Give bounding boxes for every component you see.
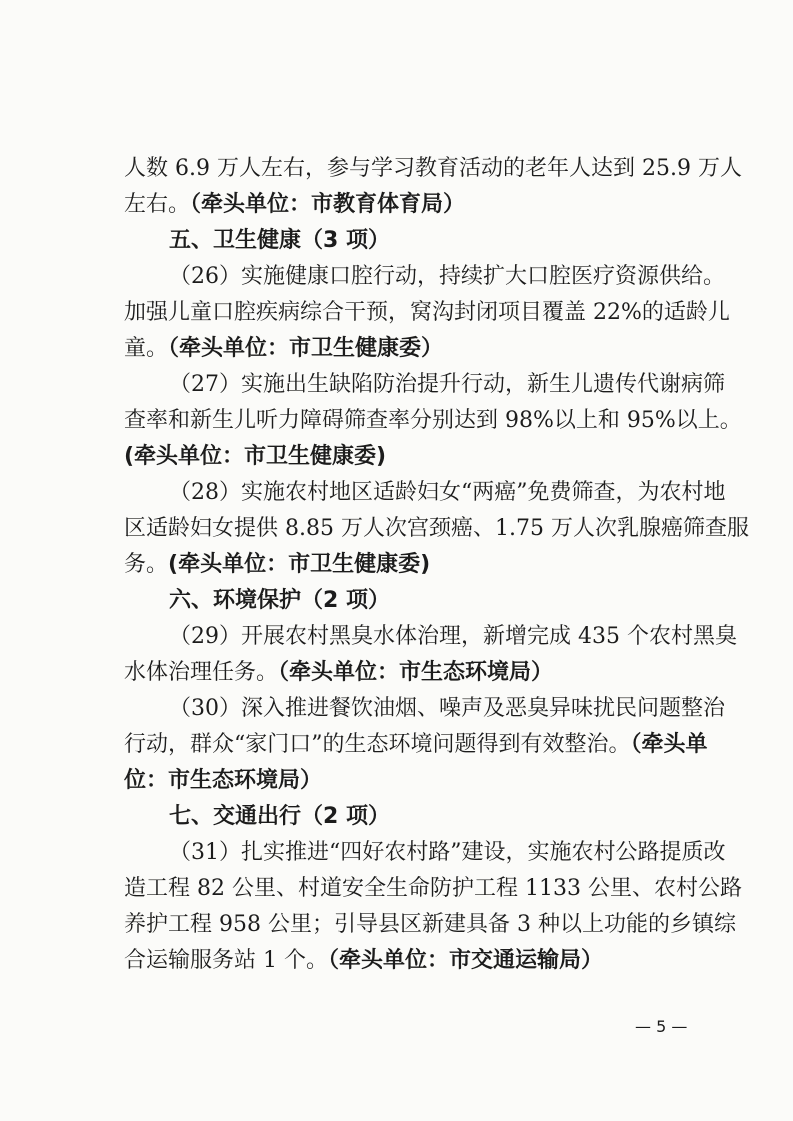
text-line: 区适龄妇女提供 8.85 万人次宫颈癌、1.75 万人次乳腺癌筛查服	[124, 516, 749, 541]
text-line: 造工程 82 公里、村道安全生命防护工程 1133 公里、农村公路	[124, 876, 742, 901]
text-line: 务。(牵头单位：市卫生健康委)	[124, 552, 431, 577]
text-line: （29）开展农村黑臭水体治理，新增完成 435 个农村黑臭	[169, 624, 737, 649]
text-line: 查率和新生儿听力障碍筛查率分别达到 98%以上和 95%以上。	[124, 408, 742, 433]
section-heading: 六、环境保护（2 项）	[169, 588, 390, 613]
page-number: — 5 —	[635, 1017, 688, 1036]
text-line: （28）实施农村地区适龄妇女“两癌”免费筛查，为农村地	[169, 480, 726, 505]
text-line: 水体治理任务。（牵头单位：市生态环境局）	[124, 660, 554, 685]
text-line: 童。（牵头单位：市卫生健康委）	[124, 336, 444, 361]
text-line: 位：市生态环境局）	[124, 768, 323, 793]
section-heading: 五、卫生健康（3 项）	[169, 228, 390, 253]
text-line: 行动，群众“家门口”的生态环境问题得到有效整治。（牵头单	[124, 732, 708, 757]
text-line: 人数 6.9 万人左右，参与学习教育活动的老年人达到 25.9 万人	[124, 156, 742, 181]
section-heading: 七、交通出行（2 项）	[169, 804, 390, 829]
text-line: （30）深入推进餐饮油烟、噪声及恶臭异味扰民问题整治	[169, 696, 725, 721]
text-line: （27）实施出生缺陷防治提升行动，新生儿遗传代谢病筛	[169, 372, 725, 397]
text-line: 合运输服务站 1 个。（牵头单位：市交通运输局）	[124, 948, 603, 973]
text-line: (牵头单位：市卫生健康委)	[124, 444, 387, 469]
text-line: 加强儿童口腔疾病综合干预，窝沟封闭项目覆盖 22%的适龄儿	[124, 300, 730, 325]
text-line: （26）实施健康口腔行动，持续扩大口腔医疗资源供给。	[169, 264, 725, 289]
text-line: （31）扎实推进“四好农村路”建设，实施农村公路提质改	[169, 840, 726, 865]
text-line: 养护工程 958 公里；引导县区新建具备 3 种以上功能的乡镇综	[124, 912, 736, 937]
text-line: 左右。（牵头单位：市教育体育局）	[124, 192, 466, 217]
